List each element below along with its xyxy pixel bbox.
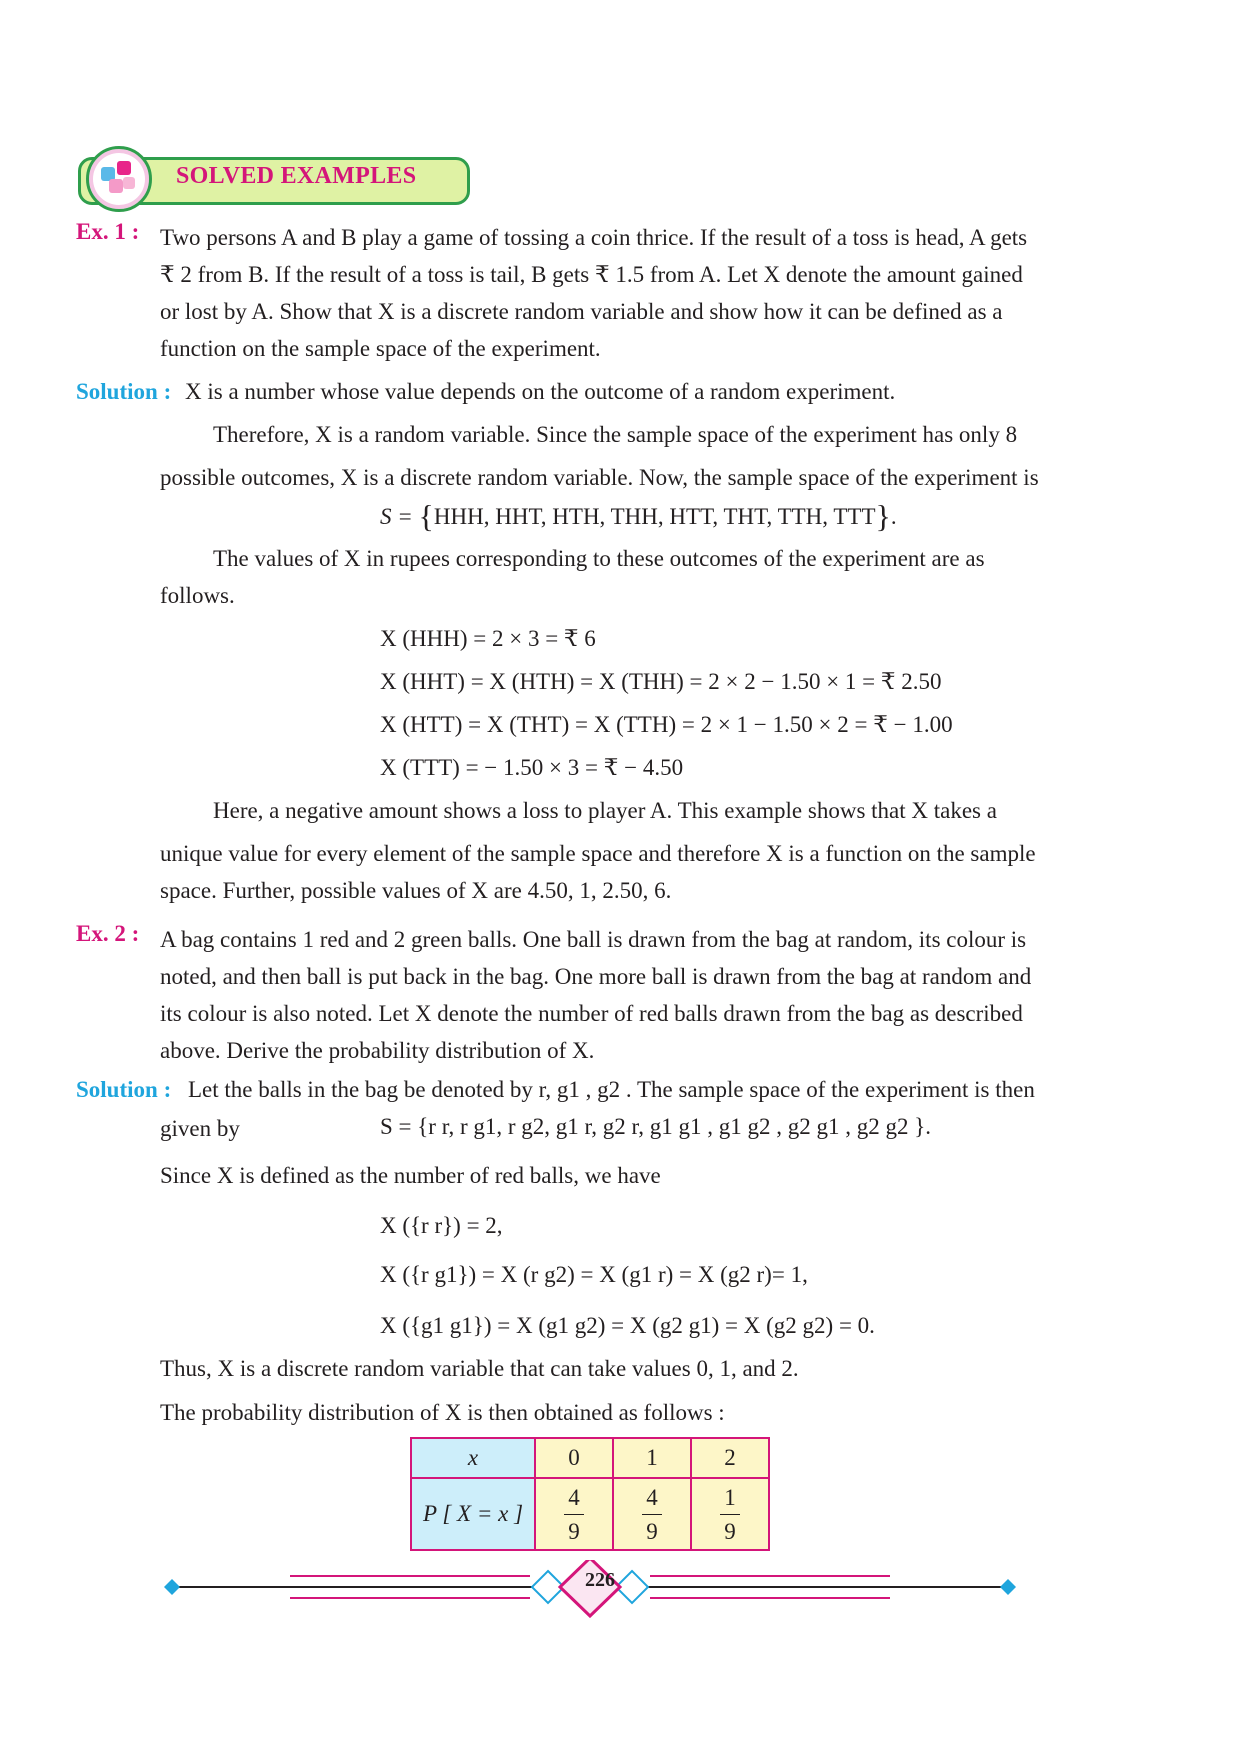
example-1-line-1: Two persons A and B play a game of tossing a coin thrice. If the result of a toss is head, A gets: [160, 225, 1028, 250]
sample-space-1: S = {HHH, HHT, HTH, THH, HTT, THT, TTH, TTT}.: [380, 498, 897, 534]
example-2-line-3: its colour is also noted. Let X denote the number of red balls drawn from the bag as described: [160, 1001, 1023, 1026]
example-2-line-4: above. Derive the probability distribution of X.: [160, 1038, 595, 1063]
example-2-line-2: noted, and then ball is put back in the bag. One more ball is drawn from the bag at random and: [160, 964, 1032, 989]
equation-x-0: X ({g1 g1}) = X (g1 g2) = X (g2 g1) = X (g2 g2) = 0.: [380, 1313, 875, 1338]
table-value-1: 1: [613, 1438, 691, 1478]
solution-1-line-1: X is a number whose value depends on the outcome of a random experiment.: [185, 379, 896, 404]
example-2-label: Ex. 2 :: [76, 921, 140, 946]
example-1-line-4: function on the sample space of the experiment.: [160, 336, 601, 361]
example-2-line-1: A bag contains 1 red and 2 green balls. One ball is drawn from the bag at random, its colour is: [160, 927, 1027, 952]
sample-space-set: HHH, HHT, HTH, THH, HTT, THT, TTH, TTT: [433, 504, 876, 529]
table-prob-1: $\frac{4}{9}$: [613, 1478, 691, 1550]
table-value-0: 0: [535, 1438, 613, 1478]
equation-ttt: X (TTT) = − 1.50 × 3 = ₹ − 4.50: [380, 755, 684, 780]
example-1-label: Ex. 1 :: [76, 219, 140, 244]
page-number: 226: [585, 1569, 615, 1591]
equation-htt: X (HTT) = X (THT) = X (TTH) = 2 × 1 − 1.50 × 2 = ₹ − 1.00: [380, 712, 953, 737]
table-prob-2: $\frac{1}{9}$: [691, 1478, 769, 1550]
solution-1-line-2: Therefore, X is a random variable. Since the sample space of the experiment has only 8: [213, 422, 1018, 447]
solution-1-line-7: unique value for every element of the sample space and therefore X is a function on the sample: [160, 841, 1036, 866]
equation-x-1: X ({r g1}) = X (r g2) = X (g1 r) = X (g2 r)= 1,: [380, 1262, 808, 1287]
probability-distribution-table: [410, 1437, 770, 1551]
table-prob-0: $\frac{4}{9}$: [535, 1478, 613, 1550]
equation-x-2: X ({r r}) = 2,: [380, 1213, 503, 1238]
section-title: SOLVED EXAMPLES: [176, 163, 417, 189]
solution-1-line-8: space. Further, possible values of X are 4.50, 1, 2.50, 6.: [160, 878, 672, 903]
equation-hhh: X (HHH) = 2 × 3 = ₹ 6: [380, 626, 596, 651]
solution-2-line-4: Thus, X is a discrete random variable that can take values 0, 1, and 2.: [160, 1356, 799, 1381]
puzzle-icon: [86, 146, 152, 212]
solution-1-line-6: Here, a negative amount shows a loss to player A. This example shows that X takes a: [213, 798, 997, 823]
solution-2-line-5: The probability distribution of X is then obtained as follows :: [160, 1400, 725, 1425]
solution-1-line-3: possible outcomes, X is a discrete random variable. Now, the sample space of the experiment is: [160, 465, 1039, 490]
solution-2-label: Solution :: [76, 1077, 172, 1102]
equation-hht: X (HHT) = X (HTH) = X (THH) = 2 × 2 − 1.50 × 1 = ₹ 2.50: [380, 669, 942, 694]
solution-2-line-2: given by: [160, 1116, 240, 1141]
table-value-2: 2: [691, 1438, 769, 1478]
table-head-prob: P [ X = x ]: [411, 1478, 535, 1550]
solution-2-line-1: Let the balls in the bag be denoted by r, g1 , g2 . The sample space of the experiment is then: [188, 1077, 1035, 1102]
example-1-line-2: ₹ 2 from B. If the result of a toss is tail, B gets ₹ 1.5 from A. Let X denote the amount gained: [160, 262, 1023, 287]
example-1-line-3: or lost by A. Show that X is a discrete random variable and show how it can be defined as a: [160, 299, 1003, 324]
table-head-x: x: [411, 1438, 535, 1478]
sample-space-lhs: S =: [380, 504, 413, 529]
solution-1-label: Solution :: [76, 379, 172, 404]
sample-space-2: S = {r r, r g1, r g2, g1 r, g2 r, g1 g1 , g1 g2 , g2 g1 , g2 g2 }.: [380, 1114, 932, 1139]
solution-1-line-5: follows.: [160, 583, 235, 608]
solution-1-line-4: The values of X in rupees corresponding to these outcomes of the experiment are as: [213, 546, 985, 571]
solution-2-line-3: Since X is defined as the number of red balls, we have: [160, 1163, 661, 1188]
